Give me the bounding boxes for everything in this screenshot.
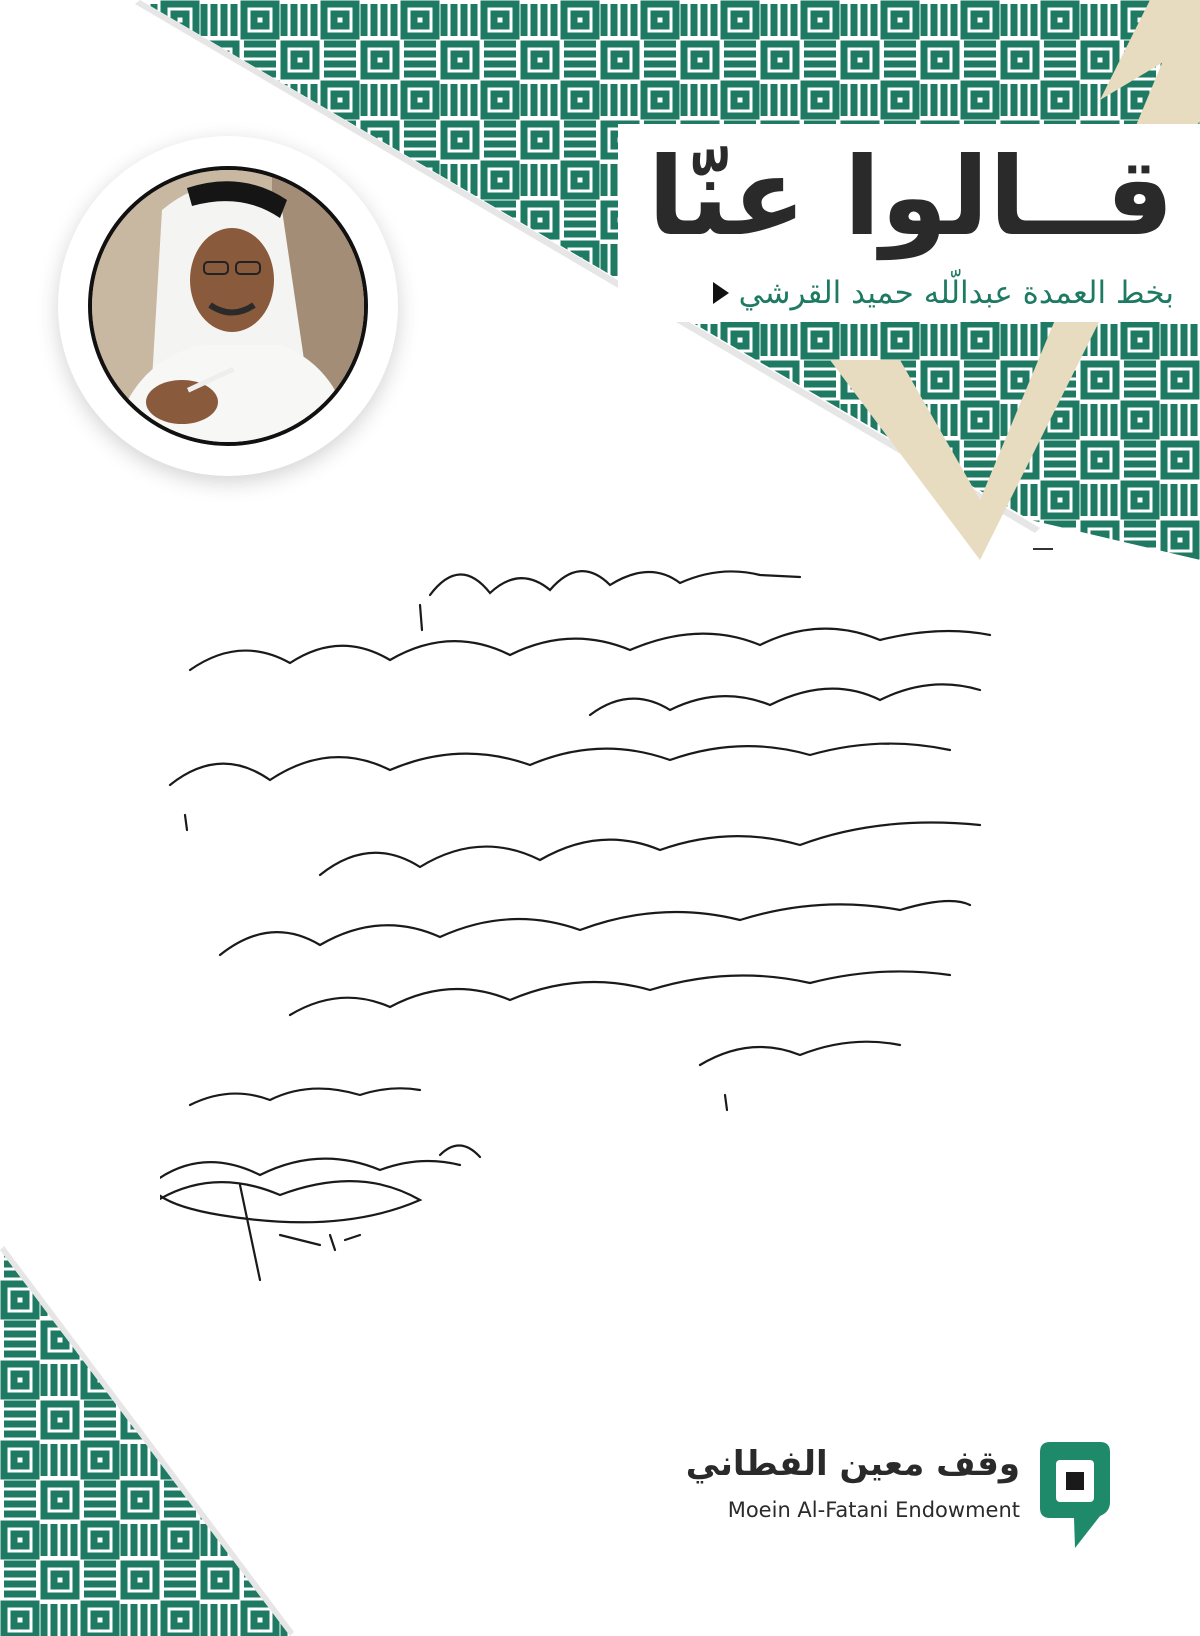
- page-title: قــالوا عنّا: [647, 135, 1174, 260]
- title-card: [618, 124, 1200, 322]
- subtitle-row: [713, 270, 1174, 316]
- logo-name-en: Moein Al-Fatani Endowment: [727, 1498, 1020, 1522]
- map-pin-square-icon: [1030, 1440, 1120, 1550]
- page-subtitle: بخط العمدة عبدالّله حميد القرشي: [738, 275, 1174, 311]
- play-triangle-icon: [713, 282, 729, 304]
- author-photo-illustration: [92, 170, 364, 442]
- logo-name-ar: وقف معين الفطاني: [685, 1444, 1020, 1484]
- handwritten-letter: [160, 545, 1060, 1345]
- endowment-logo: [685, 1440, 1130, 1560]
- portrait-frame: [58, 136, 398, 476]
- author-photo: [88, 166, 368, 446]
